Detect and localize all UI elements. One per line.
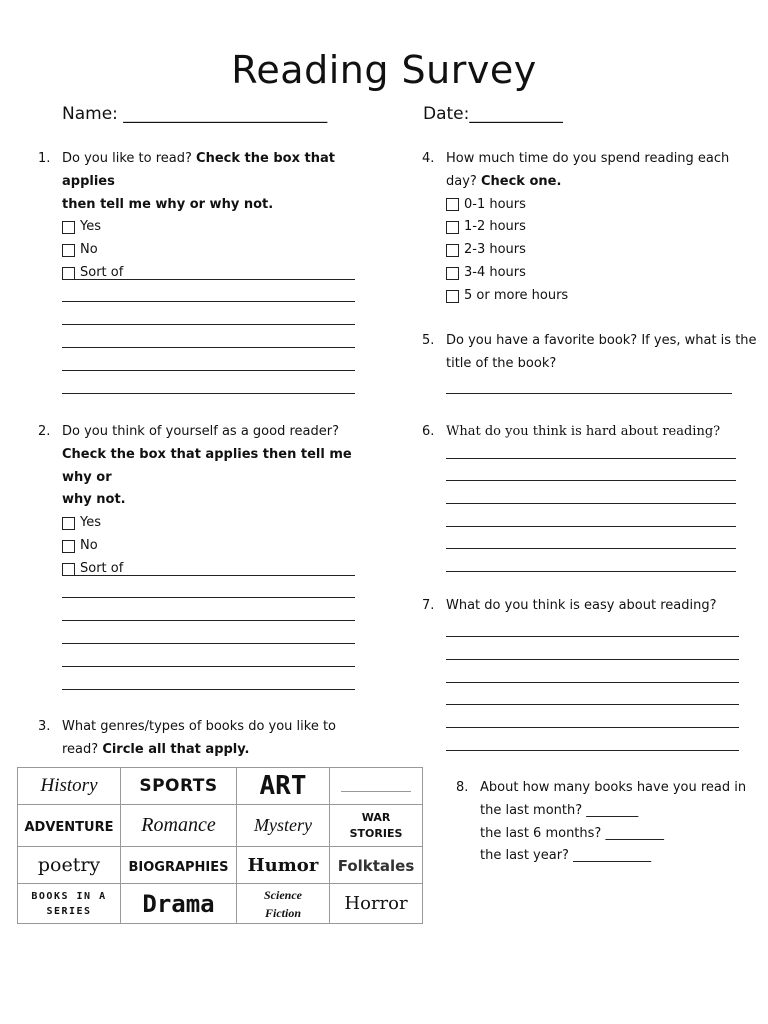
question-instruction: Check one. [480,173,562,189]
option-label: Sort of [80,560,124,576]
answer-line[interactable] [446,636,739,637]
genre-mystery[interactable]: Mystery [237,805,330,847]
answer-line[interactable] [62,324,355,325]
checkbox[interactable] [62,540,75,553]
genre-sports[interactable]: SPORTS [121,768,237,805]
option-label: 2-3 hours [464,242,526,258]
question-text: read? [62,741,103,757]
checkbox-option-0-1-hours[interactable] [446,194,752,217]
question-number: 5. [422,333,435,348]
checkbox-option-1-2-hours[interactable] [446,216,752,239]
question-number: 1. [38,151,51,166]
genre-drama[interactable]: Drama [121,884,237,924]
genre-history[interactable]: History [18,768,121,805]
question-text: How much time do you spend reading each [446,151,730,166]
question-number: 7. [422,598,435,613]
answer-line[interactable] [446,750,739,751]
answer-line[interactable] [446,659,739,660]
checkbox[interactable] [62,221,75,234]
question-2 [38,421,383,581]
answer-line[interactable] [62,689,355,690]
question-text: About how many books have you read in [480,780,747,795]
option-label: 3-4 hours [464,264,526,280]
genre-horror[interactable]: Horror [330,884,423,924]
checkbox[interactable] [446,221,459,234]
checkbox-option-yes[interactable] [62,512,383,535]
checkbox[interactable] [446,267,459,280]
answer-line[interactable] [62,279,355,280]
genre-adventure[interactable]: ADVENTURE [18,805,121,847]
option-label: 0-1 hours [464,196,526,212]
genre-poetry[interactable]: poetry [18,847,121,884]
genre-grid [17,767,423,924]
checkbox-option-yes[interactable] [62,216,378,239]
option-label: Yes [80,515,101,531]
question-number: 8. [456,780,469,795]
question-text: What genres/types of books do you like to [62,719,337,734]
question-number: 6. [422,424,435,439]
checkbox[interactable] [62,244,75,257]
genre-biographies[interactable]: BIOGRAPHIES [121,847,237,884]
genre-blank[interactable] [330,768,423,805]
last-month-field[interactable]: the last month? ________ [480,802,639,818]
question-7 [422,595,762,618]
question-instruction: Check the box that applies then tell me why or [62,446,352,485]
question-text: What do you think is hard about reading? [446,424,721,439]
last-year-field[interactable]: the last year? ____________ [480,848,652,864]
answer-line[interactable] [62,301,355,302]
question-number: 2. [38,424,51,439]
answer-line[interactable] [446,682,739,683]
question-text: What do you think is easy about reading? [446,598,717,613]
genre-folktales[interactable]: Folktales [330,847,423,884]
last-6-months-field[interactable]: the last 6 months? _________ [480,825,664,841]
answer-line[interactable] [446,548,736,549]
answer-line[interactable] [62,597,355,598]
checkbox-option-3-4-hours[interactable] [446,262,752,285]
genre-humor[interactable]: Humor [237,847,330,884]
question-number: 4. [422,151,435,166]
genre-romance[interactable]: Romance [121,805,237,847]
question-number: 3. [38,719,51,734]
question-1 [38,148,378,285]
checkbox-option-5-plus-hours[interactable] [446,285,752,308]
answer-line[interactable] [446,480,736,481]
question-4 [422,148,752,308]
question-text: day? [446,173,481,189]
answer-line[interactable] [62,666,355,667]
answer-line[interactable] [446,571,736,572]
answer-line[interactable] [62,347,355,348]
answer-line[interactable] [62,370,355,371]
checkbox-option-sort-of[interactable] [62,262,378,285]
checkbox[interactable] [62,563,75,576]
answer-line[interactable] [446,393,732,394]
question-text: Do you like to read? [62,151,197,166]
question-instruction: Check the box that applies [62,151,335,189]
answer-line[interactable] [446,503,736,504]
option-label: No [80,537,98,553]
checkbox-option-2-3-hours[interactable] [446,239,752,262]
date-field[interactable]: Date:___________ [423,104,563,124]
page-title: Reading Survey [231,48,537,92]
question-instruction: then tell me why or why not. [62,196,274,212]
checkbox[interactable] [62,267,75,280]
option-label: 5 or more hours [464,287,569,303]
checkbox-option-no[interactable] [62,535,383,558]
genre-war-stories[interactable]: WAR STORIES [330,805,423,847]
question-text: title of the book? [446,355,557,371]
checkbox[interactable] [446,290,459,303]
checkbox[interactable] [446,244,459,257]
answer-line[interactable] [446,458,736,459]
option-label: 1-2 hours [464,219,526,235]
checkbox-option-sort-of[interactable] [62,558,383,581]
option-label: No [80,242,98,258]
answer-line[interactable] [62,575,355,576]
genre-art[interactable]: ART [237,768,330,805]
answer-line[interactable] [62,643,355,644]
question-text: Do you think of yourself as a good reader? [62,424,339,439]
checkbox-option-no[interactable] [62,239,378,262]
answer-line[interactable] [446,704,739,705]
answer-line[interactable] [446,526,736,527]
question-instruction: Circle all that apply. [102,741,250,757]
answer-line[interactable] [62,393,355,394]
answer-line[interactable] [446,727,739,728]
option-label: Sort of [80,264,124,280]
name-field[interactable]: Name: ________________________ [62,104,328,124]
answer-line[interactable] [62,620,355,621]
question-6 [422,421,762,444]
question-5 [422,330,762,376]
genre-books-in-a-series[interactable]: BOOKS IN A SERIES [18,884,121,924]
option-label: Yes [80,219,101,235]
genre-science-fiction[interactable]: Science Fiction [237,884,330,924]
checkbox[interactable] [446,198,459,211]
question-8 [456,777,756,868]
question-instruction: why not. [62,492,126,508]
question-text: Do you have a favorite book? If yes, what is the [446,333,757,348]
question-3 [38,716,378,762]
checkbox[interactable] [62,517,75,530]
